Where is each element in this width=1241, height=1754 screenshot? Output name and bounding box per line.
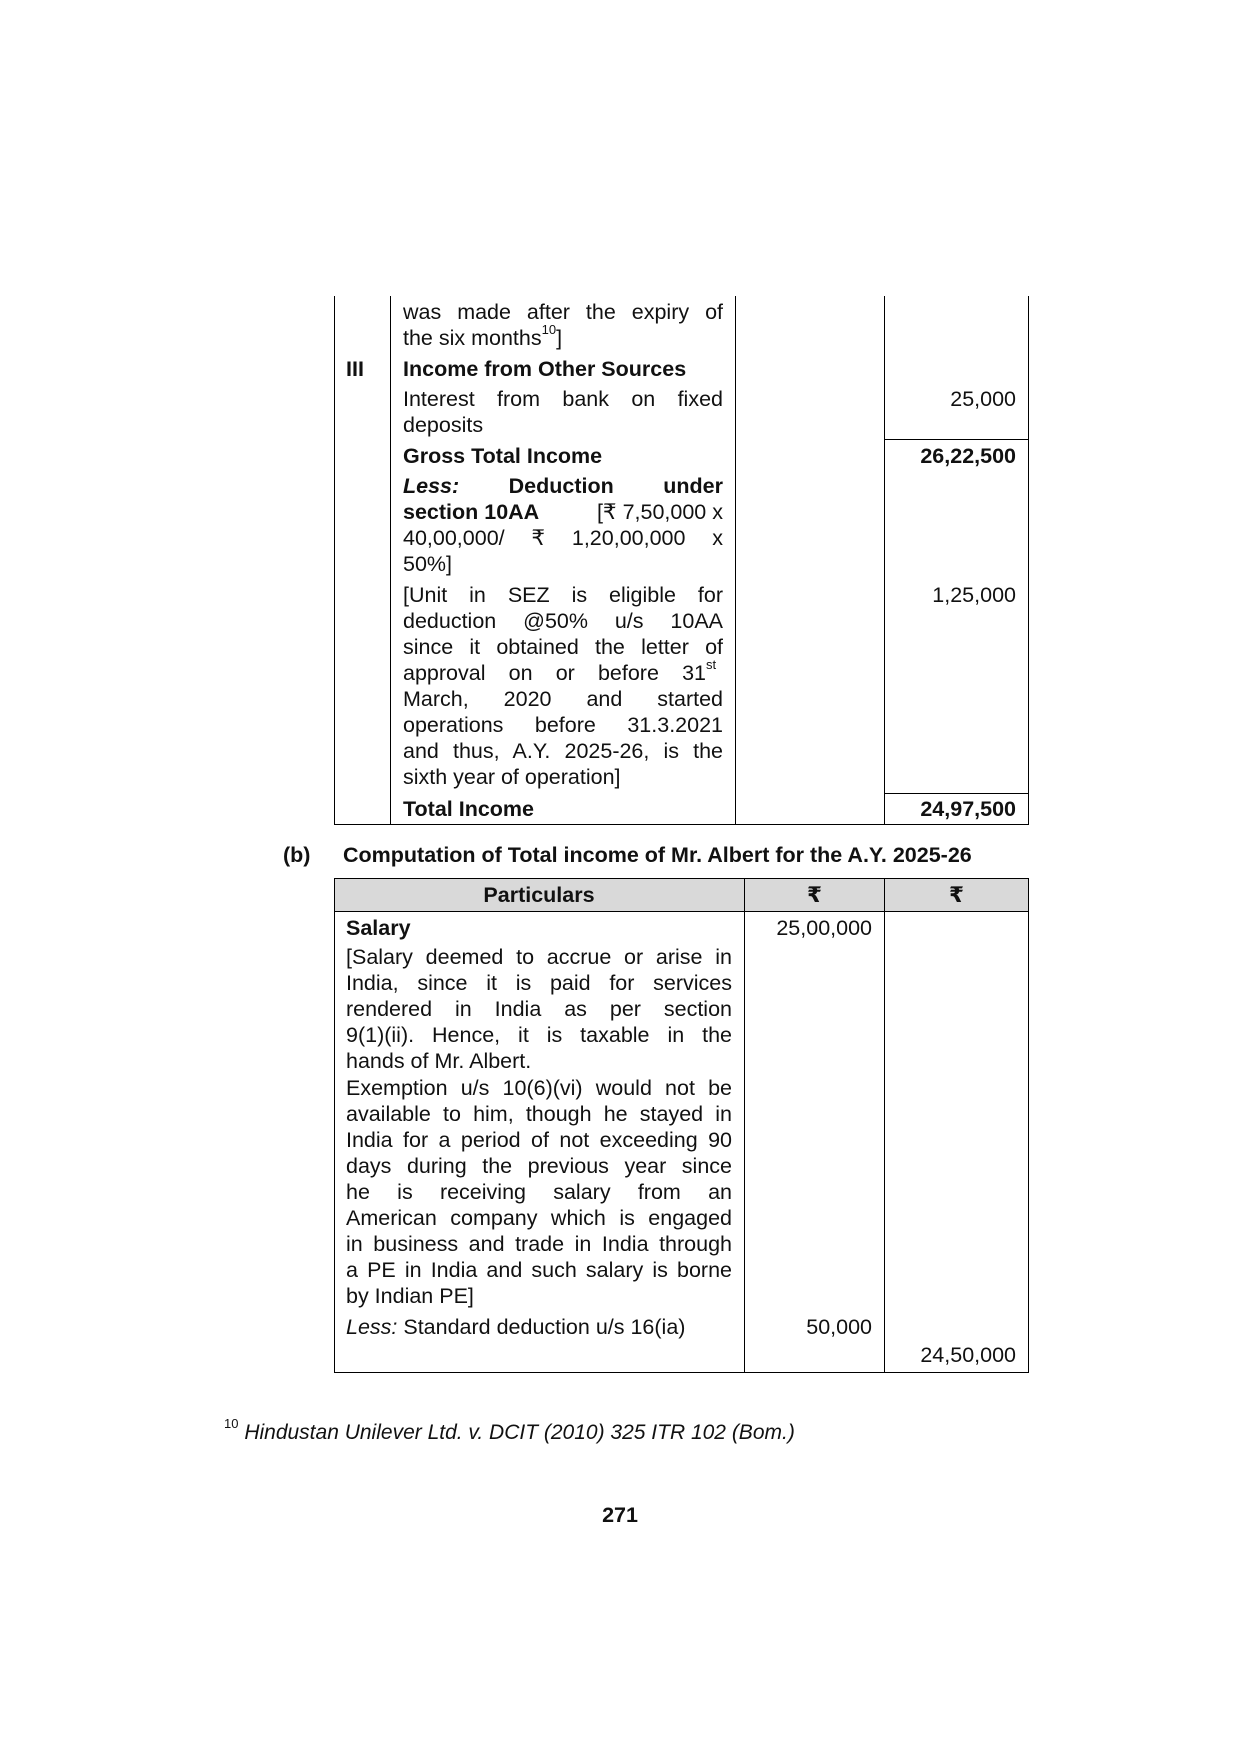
table-b-border-right bbox=[1028, 878, 1029, 1373]
text-line: by Indian PE] bbox=[346, 1284, 474, 1308]
part-label: (b) bbox=[283, 843, 311, 867]
text-line: was made after the expiry of bbox=[403, 300, 723, 324]
footnote bbox=[224, 1416, 795, 1446]
text-line: since it obtained the letter of bbox=[403, 635, 723, 659]
salary-amount: 25,00,000 bbox=[776, 916, 872, 940]
text-line: in business and trade in India through bbox=[346, 1232, 732, 1256]
table-b-divider bbox=[744, 878, 745, 1373]
footnote-number: 10 bbox=[224, 1416, 239, 1431]
text-line: days during the previous year since bbox=[346, 1154, 732, 1178]
gross-total-income-amount: 26,22,500 bbox=[920, 444, 1016, 468]
text-line: rendered in India as per section bbox=[346, 997, 732, 1021]
section-number: III bbox=[346, 357, 364, 381]
text-line: section 10AA [₹ 7,50,000 x bbox=[403, 500, 723, 524]
amount: 1,25,000 bbox=[932, 583, 1016, 607]
standard-deduction-label: Less: Standard deduction u/s 16(ia) bbox=[346, 1315, 686, 1339]
text-line: the six months$^{10}$] bbox=[403, 321, 563, 350]
text-line: deposits bbox=[403, 413, 484, 437]
table-b-border-left bbox=[334, 878, 335, 1373]
text-line: 50%] bbox=[403, 552, 453, 576]
net-salary-amount: 24,50,000 bbox=[920, 1343, 1016, 1367]
table-b-border-bottom bbox=[334, 1372, 1029, 1373]
footnote-text: Hindustan Unilever Ltd. v. DCIT (2010) 325 ITR 102 (Bom.) bbox=[244, 1421, 795, 1444]
text-line: 9(1)(ii). Hence, it is taxable in the bbox=[346, 1023, 732, 1047]
footnote-ref: 10 bbox=[541, 321, 557, 337]
section-title: Income from Other Sources bbox=[403, 357, 687, 381]
text-line: he is receiving salary from an bbox=[346, 1180, 732, 1204]
text-line: India, since it is paid for services bbox=[346, 971, 732, 995]
table-a-border-right bbox=[1028, 296, 1029, 825]
part-title: Computation of Total income of Mr. Albert for the A.Y. 2025-26 bbox=[343, 843, 972, 867]
subtotal-rule bbox=[884, 793, 1029, 794]
text-line: [Unit in SEZ is eligible for bbox=[403, 583, 723, 607]
table-a-divider bbox=[735, 296, 736, 825]
column-header-amount: ₹ bbox=[807, 883, 822, 907]
text-line: Interest from bank on fixed bbox=[403, 387, 723, 411]
text-line: [Salary deemed to accrue or arise in bbox=[346, 945, 732, 969]
table-a-divider bbox=[390, 296, 391, 825]
total-income-label: Total Income bbox=[403, 797, 535, 821]
table-a-border-left bbox=[334, 296, 335, 825]
text-line: March, 2020 and started bbox=[403, 687, 723, 711]
text-line: available to him, though he stayed in bbox=[346, 1102, 732, 1126]
text-line: operations before 31.3.2021 bbox=[403, 713, 723, 737]
gross-total-income-label: Gross Total Income bbox=[403, 444, 603, 468]
column-header-amount: ₹ bbox=[949, 883, 964, 907]
table-b-header-rule bbox=[334, 911, 1029, 912]
text-line: a PE in India and such salary is borne bbox=[346, 1258, 732, 1282]
text-line: Less: Deduction under bbox=[403, 474, 723, 498]
text-line: sixth year of operation] bbox=[403, 765, 621, 789]
amount: 25,000 bbox=[950, 387, 1016, 411]
total-income-amount: 24,97,500 bbox=[920, 797, 1016, 821]
standard-deduction-amount: 50,000 bbox=[806, 1315, 872, 1339]
ordinal-suffix: st bbox=[706, 656, 717, 672]
salary-label: Salary bbox=[346, 916, 411, 940]
table-b-divider bbox=[884, 878, 885, 1373]
column-header-particulars: Particulars bbox=[483, 883, 595, 907]
table-a-divider bbox=[884, 296, 885, 825]
text-line: Exemption u/s 10(6)(vi) would not be bbox=[346, 1076, 732, 1100]
table-a-border-bottom bbox=[334, 824, 1029, 825]
text-line: and thus, A.Y. 2025-26, is the bbox=[403, 739, 723, 763]
text-line: India for a period of not exceeding 90 bbox=[346, 1128, 732, 1152]
text-line: hands of Mr. Albert. bbox=[346, 1049, 532, 1073]
table-b-border-top bbox=[334, 878, 1029, 879]
page-number: 271 bbox=[602, 1503, 638, 1527]
text-line: American company which is engaged bbox=[346, 1206, 732, 1230]
text-line: deduction @50% u/s 10AA bbox=[403, 609, 723, 633]
text-line: approval on or before 31st bbox=[403, 656, 717, 685]
text-line: 40,00,000/ ₹ 1,20,00,000 x bbox=[403, 526, 723, 550]
subtotal-rule bbox=[884, 439, 1029, 440]
